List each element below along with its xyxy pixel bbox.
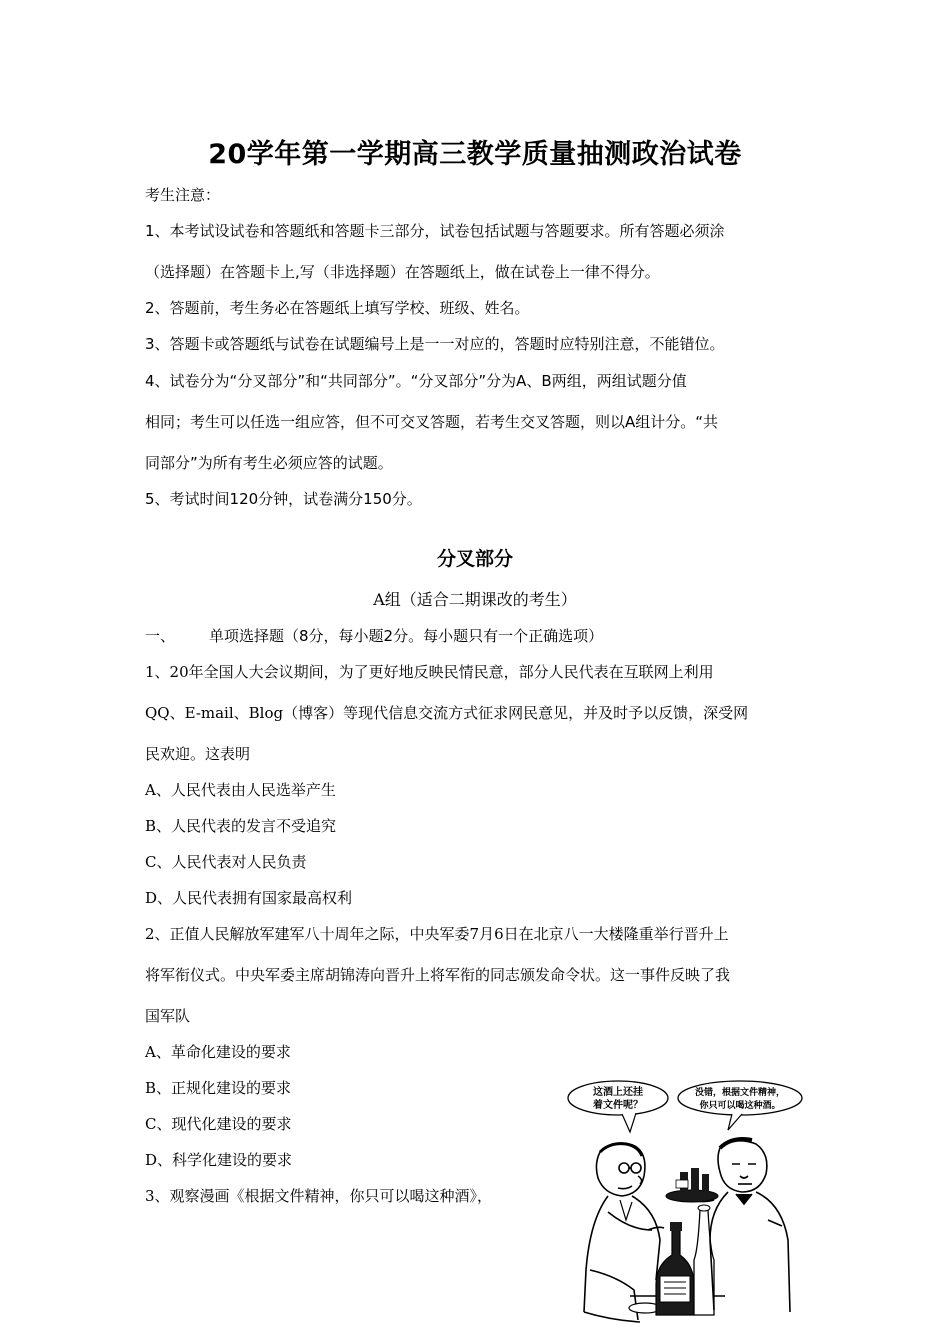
cartoon-illustration	[560, 1080, 805, 1335]
question-1-option-d: D、人民代表拥有国家最高权利	[145, 889, 353, 907]
question-1-line: 民欢迎。这表明	[145, 745, 251, 763]
bubble-right-line-2: 你只可以喝这种酒。	[699, 1101, 781, 1111]
notice-line: 同部分”为所有考生必须应答的试题。	[145, 454, 393, 472]
question-2-option-c: C、现代化建设的要求	[145, 1115, 292, 1133]
notice-line: 1、本考试设试卷和答题纸和答题卡三部分，试卷包括试题与答题要求。所有答题必须涂	[145, 222, 725, 240]
notice-line: 3、答题卡或答题纸与试卷在试题编号上是一一对应的，答题时应特别注意，不能错位。	[145, 335, 725, 353]
seated-man	[584, 1143, 664, 1322]
group-title: A组（适合二期课改的考生）	[373, 590, 577, 609]
question-1-option-c: C、人民代表对人民负责	[145, 853, 307, 871]
exam-title: 20学年第一学期高三教学质量抽测政治试卷	[208, 139, 742, 170]
part-heading-text: 单项选择题（8分，每小题2分。每小题只有一个正确选项）	[209, 627, 604, 645]
notice-line: 相同；考生可以任选一组应答，但不可交叉答题，若考生交叉答题，则以A组计分。“共	[145, 413, 719, 431]
section-title: 分叉部分	[436, 548, 513, 570]
question-2-line: 2、正值人民解放军建军八十周年之际，中央军委7月6日在北京八一大楼隆重举行晋升上	[145, 925, 729, 943]
question-2-line: 将军衔仪式。中央军委主席胡锦涛向晋升上将军衔的同志颁发命令状。这一事件反映了我	[145, 966, 731, 984]
question-2-option-a: A、革命化建设的要求	[145, 1043, 291, 1061]
notice-line: 4、试卷分为“分叉部分”和“共同部分”。“分叉部分”分为A、B两组，两组试题分值	[145, 372, 687, 390]
question-1-line: QQ、E-mail、Blog（博客）等现代信息交流方式征求网民意见，并及时予以反馈，深受网	[145, 704, 749, 722]
notice-line: 2、答题前，考生务必在答题纸上填写学校、班级、姓名。	[145, 299, 530, 317]
question-2-option-d: D、科学化建设的要求	[145, 1151, 293, 1169]
part-number: 一、	[145, 627, 176, 645]
question-1-option-a: A、人民代表由人民选举产生	[145, 781, 336, 799]
notice-heading: 考生注意：	[145, 186, 221, 204]
question-1-option-b: B、人民代表的发言不受追究	[145, 817, 337, 835]
notice-line: （选择题）在答题卡上,写（非选择题）在答题纸上，做在试卷上一律不得分。	[145, 263, 660, 281]
question-2-line: 国军队	[145, 1007, 191, 1025]
notice-line: 5、考试时间120分钟，试卷满分150分。	[145, 490, 422, 508]
bubble-left-line-2: 着文件呢？	[593, 1100, 643, 1111]
question-2-option-b: B、正规化建设的要求	[145, 1079, 292, 1097]
bubble-left-line-1: 这酒上还挂	[593, 1087, 643, 1098]
bubble-right-line-1: 没错，根据文件精神，	[694, 1088, 786, 1098]
serving-tray	[666, 1168, 718, 1202]
wine-bottle	[656, 1222, 694, 1315]
question-1-line: 1、20年全国人大会议期间，为了更好地反映民情民意，部分人民代表在互联网上利用	[145, 663, 714, 681]
part-heading	[145, 625, 603, 646]
question-3-line: 3、观察漫画《根据文件精神，你只可以喝这种酒》，	[145, 1187, 493, 1205]
